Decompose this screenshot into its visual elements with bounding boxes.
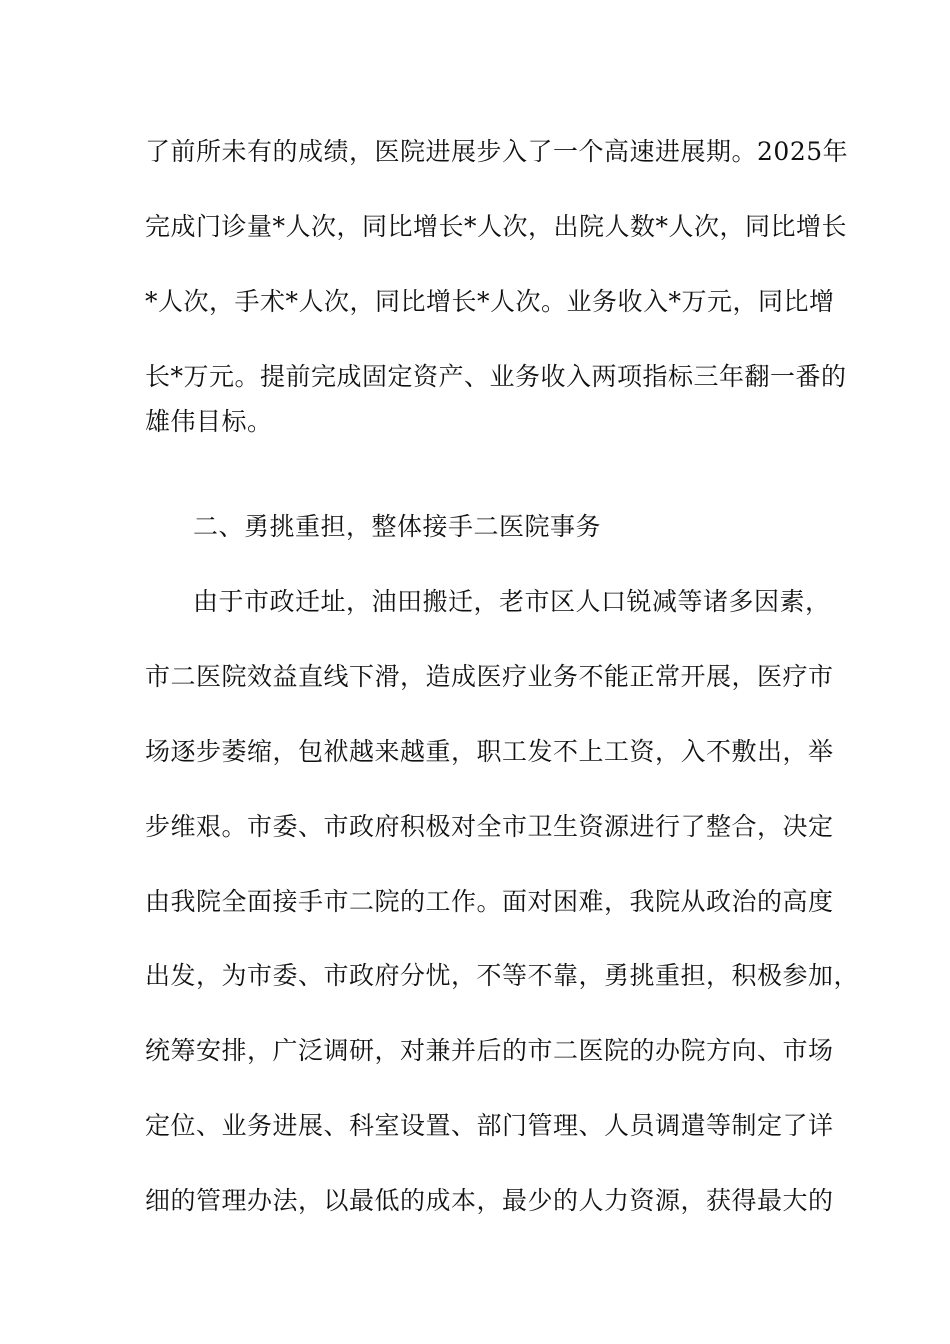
paragraph-line: 长*万元。提前完成固定资产、业务收入两项指标三年翻一番的 [145,362,847,391]
paragraph-line: 由于市政迁址，油田搬迁，老市区人口锐减等诸多因素， [193,587,831,616]
paragraph-line: *人次，手术*人次，同比增长*人次。业务收入*万元，同比增 [145,287,835,316]
paragraph-line: 步维艰。市委、市政府积极对全市卫生资源进行了整合，决定 [145,812,834,841]
paragraph-line: 统筹安排，广泛调研，对兼并后的市二医院的办院方向、市场 [145,1036,834,1065]
paragraph-line: 定位、业务进展、科室设置、部门管理、人员调遣等制定了详 [145,1111,834,1140]
paragraph-line: 市二医院效益直线下滑，造成医疗业务不能正常开展，医疗市 [145,662,834,691]
paragraph-line: 完成门诊量*人次，同比增长*人次，出院人数*人次，同比增长 [145,212,848,241]
section-heading: 二、勇挑重担，整体接手二医院事务 [193,512,602,541]
paragraph-line: 了前所未有的成绩，医院进展步入了一个高速进展期。2025年 [145,137,849,166]
paragraph-line: 雄伟目标。 [145,407,273,436]
paragraph-line: 细的管理办法，以最低的成本，最少的人力资源，获得最大的 [145,1186,834,1215]
paragraph-line: 出发，为市委、市政府分忧，不等不靠，勇挑重担，积极参加， [145,961,860,990]
paragraph-line: 场逐步萎缩，包袱越来越重，职工发不上工资，入不敷出，举 [145,737,834,766]
paragraph-line: 由我院全面接手市二院的工作。面对困难，我院从政治的高度 [145,887,834,916]
